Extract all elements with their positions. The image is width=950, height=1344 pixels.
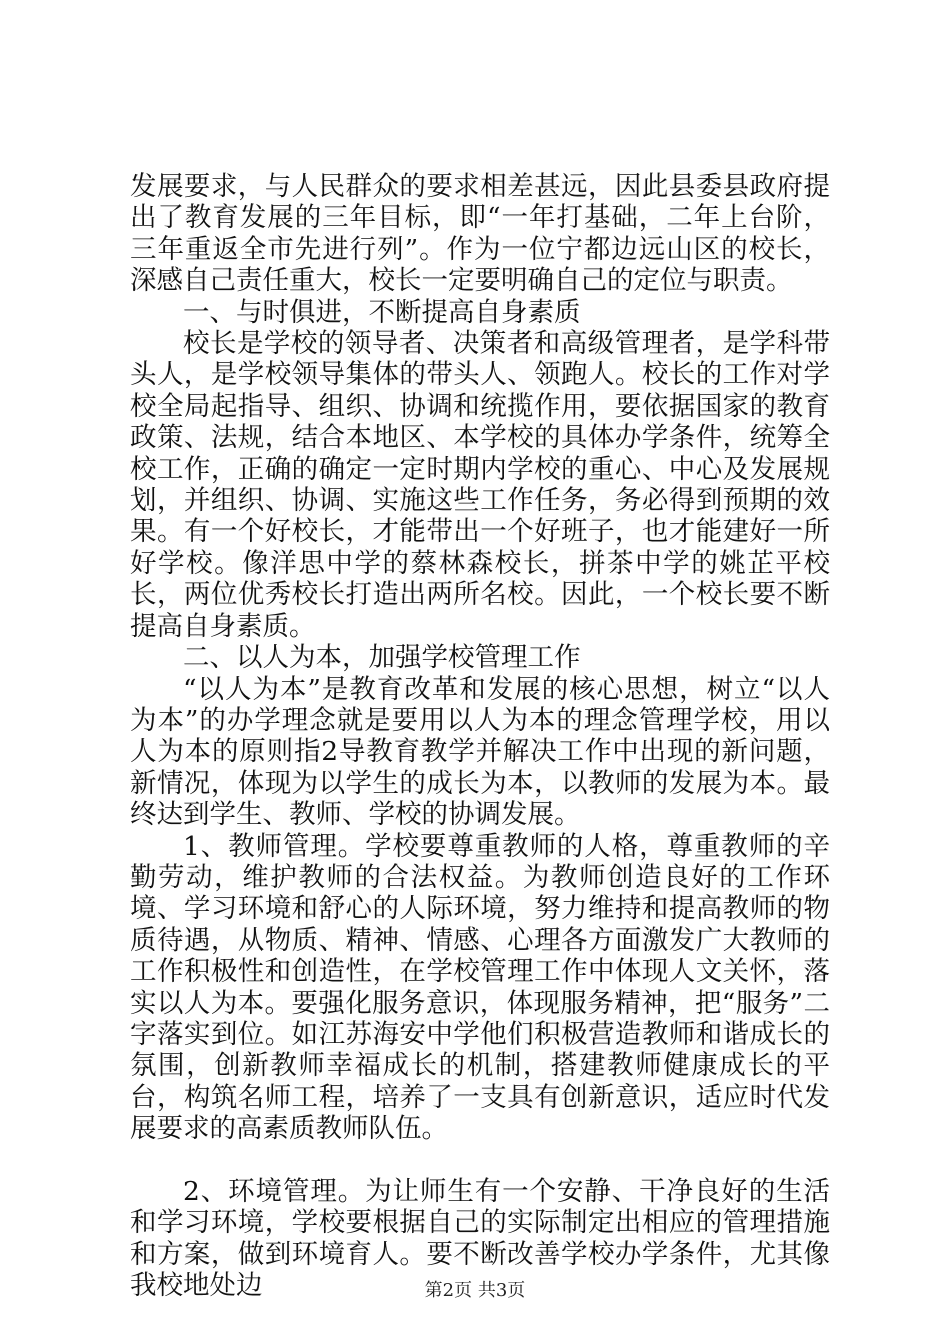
page-number-footer: 第2页 共3页 xyxy=(424,1280,526,1301)
section-heading-2: 二、以人为本，加强学校管理工作 xyxy=(183,642,581,674)
section-heading-1: 一、与时俱进，不断提高自身素质 xyxy=(183,296,581,328)
paragraph-principal-role: 校长是学校的领导者、决策者和高级管理者，是学科带头人，是学校领导集体的带头人、领跑人。校长的工作对学校全局起指导、组织、协调和统揽作用，要依据国家的教育政策、法规，结合本地区、本学校的具体办学条件，统筹全校工作，正确的确定一定时期内学校的重心、中心及发展规划，并组织、协调、实施这些工作任务，务必得到预期的效果。有一个好校长，才能带出一个好班子，也才能建好一所好学校。像洋思中学的蔡林森校长，拼茶中学的姚芷平校长，两位优秀校长打造出两所名校。因此，一个校长要不断提高自身素质。 xyxy=(130,328,830,642)
paragraph-teacher-management: 1、教师管理。学校要尊重教师的人格，尊重教师的辛勤劳动，维护教师的合法权益。为教师创造良好的工作环境、学习环境和舒心的人际环境，努力维持和提高教师的物质待遇，从物质、精神、情感、心理各方面激发广大教师的工作积极性和创造性，在学校管理工作中体现人文关怀，落实以人为本。要强化服务意识，体现服务精神，把“服务”二字落实到位。如江苏海安中学他们积极营造教师和谐成长的氛围，创新教师幸福成长的机制，搭建教师健康成长的平台，构筑名师工程，培养了一支具有创新意识，适应时代发展要求的高素质教师队伍。 xyxy=(130,830,830,1145)
paragraph-gap xyxy=(130,1145,830,1176)
paragraph-people-oriented: “以人为本”是教育改革和发展的核心思想，树立“以人为本”的办学理念就是要用以人为本的理念管理学校，用以人为本的原则指2导教育教学并解决工作中出现的新问题，新情况，体现为以学生的成长为本，以教师的发展为本。最终达到学生、教师、学校的协调发展。 xyxy=(130,673,830,831)
paragraph-environment-management: 2、环境管理。为让师生有一个安静、干净良好的生活和学习环境，学校要根据自己的实际制定出相应的管理措施和方案，做到环境育人。要不断改善学校办学条件，尤其像我校地处边 xyxy=(130,1175,830,1302)
document-body xyxy=(130,171,830,1302)
paragraph-intro: 发展要求，与人民群众的要求相差甚远，因此县委县政府提出了教育发展的三年目标，即“一年打基础，二年上台阶，三年重返全市先进行列”。作为一位宁都边远山区的校长，深感自己责任重大，校长一定要明确自己的定位与职责。 xyxy=(130,171,830,297)
